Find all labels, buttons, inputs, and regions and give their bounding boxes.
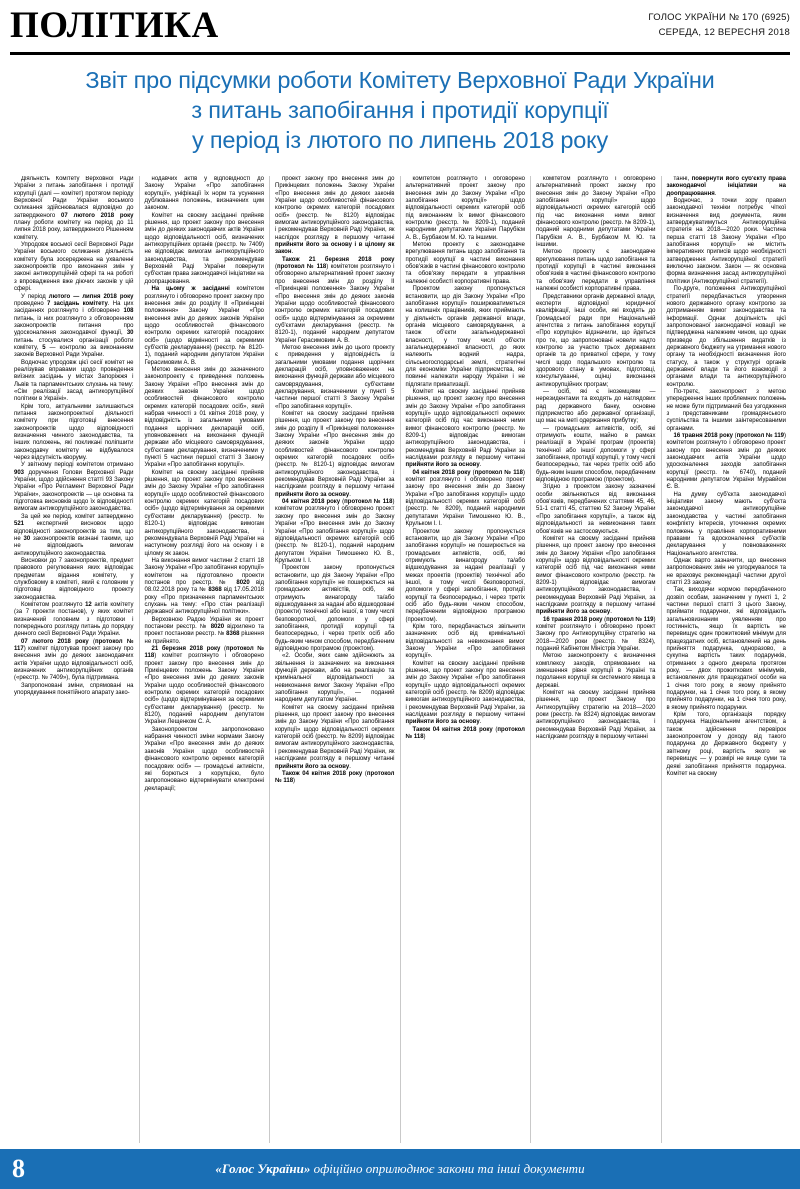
text-column-1 [9,176,139,1143]
paragraph: Представники органів державної влади, експерти відповідної юридичної кваліфікації, інші особи, які входять до Громадської ради при Національній агентства з питань запобігання корупції «Про корупцію» відзначили, що йдеться про те, що запропоновані новели надто контролю за участю трьох державних органів та до приватної сфери, у тому числі щодо подальшого контролю та здорового стану в умовах, підготовці, консультуванні, оцінці виконання антикорупційних програм; [536,293,656,388]
headline-line-2: з питань запобігання і протидії корупції [191,97,609,123]
paragraph: Метою проекту є законодавче врегулювання питань щодо запобігання та протидії корупції в частині виконання обов'язків в частині фінансового контролю та обов'язку передати в управління належні особисті корпоративні права. [536,249,656,293]
masthead [10,6,790,55]
paragraph: На цьому ж засіданні комітетом розглянуто і обговорено проект закону про внесення змін до розділу II «Прикінцеві положення» Закону України «Про внесення змін до деяких законів України щодо особливостей фінансового контролю окремих категорій посадових осіб» (щодо відмінності за окремими суб'єктів декларування) (реєстр. № 8120-1), поданий народним депутатом України Герасимовим А. В. [144,286,265,366]
paragraph: Проектом закону пропонується встановити, що дія Закону України «Про запобігання корупції» поширюватиметься на колишніх працівників, яких приймають у діяльність органів державної влади, органів місцевого самоврядування, а також об'єкти загальнодержавної власності, у тому числі об'єкти загальнодержавної власності, до яких належить водний надра, сільськогосподарські землі, стратегічні для економіки України підприємства, які повинні належати народу України і не підлягати приватизації. [405,286,525,388]
article-body [9,176,791,1143]
paragraph: Водночас упродовж цієї сесії комітет не реалізував вправами щодо проведення виїзних засідань у містах Запоріжжя і Львів та парламентських слухань на тему: «Сім реалізації засад антикорупційної політики в Україні». [14,359,134,403]
newspaper-page [0,6,800,1189]
paragraph: Водночас, з точки зору правил законодавчої техніки потребує чіткої визначення вид документа, яким затверджуватимуться Антикорупційна стратегія на 2018—2020 роки. Частина перша статті 18 Закону України «Про запобігання корупції» не містить імперативних приписів щодо необхідності затвердження Антикорупційної стратегії виключно законом. Закон — як основна форма визначення засад антикорупційної політики (Антикорупційної стратегії). [666,198,786,285]
paragraph: Запропоновані зміни, спрямовані на упорядкування понятійного апарату зако- [14,682,134,697]
paragraph: Метою внесення змін до цього проекту є приведення у відповідність із загальними умовами подання щорічних декларацій осіб, уповноважених на виконання функцій держави або місцевого самоврядування, суб'єктами декларування, визначеними у пункті 5 частини першої статті 3 Закону України «Про запобігання корупції». [275,344,395,410]
footer-notice-text: офіційно оприлюднює закони та інші документи [310,1161,585,1176]
paragraph: Так, виходячи нормою передбаченого дозвіл особам, зазначеним у пункті 1, 2 частини першої статті 3 цього Закону, приймати подарунки, які відповідають загальновизнаним уявленням про гостинність, якщо їх вартість не перевищує один прожитковий мінімум для працездатних осіб, встановлений на день прийняття подарунка, одноразово, а сукупна вартість таких подарунків, отриманих з одного джерела протягом року, — двох прожиткових мінімумів, встановлених для працездатної особи на 1 січня того року, в якому прийнято подарунки, на 1 січня того року, в якому прийнято подарунки, на 1 січня того року, в якому прийнято подарунки. [666,587,786,711]
text-column-3 [269,176,400,1143]
paragraph: Проектом закону пропонується встановити, що дія Закону України «Про запобігання корупції» не поширюється на громадських активістів, осіб, які отримують винагороду та/або відшкодування за надані або відшкодовані (проекти) технічної або іншої, в тому числі безповоротної, допомоги у сфері запобігання, протидії корупції та безпосередньо, і через третіх осіб або будь-яким чином способом, передбаченим відповідною програмою (проектом). [275,565,395,652]
paragraph: Метою проекту є законодавче врегулювання питань щодо запобігання та протидії корупції в частині виконання обов'язків в частині фінансового контролю та обов'язку передати в управління належні особисті корпоративні права. [405,242,525,285]
paragraph: По-друге, положення Антикорупційної стратегії передбачається утворення нового державного органу контролю за дотриманням вимог законодавства та інформації. Однак доцільність цієї запропонованої законодавчої новації не підтверджена належним чином, що однак призведе до збільшення видатків із державного бюджету на утримання нового органу та необхідності визначення його статусу, а також у структурі органів державної влади та його взаємодії з органами влади та антикорупційного контролю. [666,286,786,388]
publication-date: СЕРЕДА, 12 ВЕРЕСНЯ 2018 [658,27,790,38]
paragraph: 21 березня 2018 року (протокол № 118) комітет розглянуто і обговорено проект закону про внесення змін до Прикінцевих положень Закону України «Про внесення змін до деяких законів України щодо особливостей фінансового контролю окремих категорій посадових осіб» (щодо відтермінування за окремими суб'єктами декларування) (реєстр. № 8120), поданий народним депутатом України Лещенком С. А. [144,646,264,726]
paragraph: Комітет на своєму засіданні прийняв рішення, що проект закону про внесення змін до Закону України «Про запобігання корупції» щодо відповідальності окремих категорій осіб під час виконання ними вимог фінансового контролю (реєстр. № 8209-1) відповідає вимогам антикорупційного законодавства, і рекомендував Верховній Раді України за наслідками розгляду в першому читанні прийняти його за основу. [405,388,525,469]
paragraph: Метою внесення змін до зазначеного законопроекту є приведення положень Закону України «Про внесення змін до деяких законів України щодо особливостей фінансового контролю окремих категорій посадових осіб», який набрав чинності з 01 квітня 2018 року, у відповідність із загальними умовами подання щорічних декларацій осіб, уповноважених на виконання функцій держави або місцевого самоврядування, суб'єктами декларування, визначеними у пункті 5 частини першої статті 3 Закону України «Про запобігання корупції». [144,366,264,469]
paragraph: Комітет на своєму засіданні прийняв рішення, що проект закону про внесення змін до Закону України «Про запобігання корупції» щодо особливостей фінансового контролю окремих категорій посадових осіб» (щодо відтермінування за окремими суб'єктами декларування) (реєстр. № 8120-1) відповідає вимогам антикорупційного законодавства, і рекомендувала Верховній Раді України на наступному розгляді його на основу і в цілому як закон. [144,469,264,557]
text-column-6 [661,176,792,1143]
paragraph: комітетом розглянуто і обговорено альтернативний проект закону про внесення змін до Закону України «Про запобігання корупції» щодо відповідальності окремих категорій осіб під час виконання ними вимог фінансового контролю (реєстр. № 8209-1), поданий народними депутатами України Парубієм А. В., Бурбаком М. Ю. та іншими. [536,176,656,249]
paragraph: Упродовж восьмої сесії Верховної Ради України восьмого скликання діяльність комітету була зосереджена на ухваленні законопроектів про виконання змін у законі антикорупційній сфері та на роботі з впровадження вже діючих законів у цій сфері. [14,242,134,293]
paragraph: За цей же період, комітет затверджено 521 експертний висновок щодо відповідності законопроектів за тим, що не 30 законопроектів визнані такими, що не відповідають вимогам антикорупційного законодавства. [14,513,134,557]
paragraph: Комітет на своєму засіданні прийняв рішення, що проект закону про внесення змін до Закону України «Про запобігання корупції» щодо відповідальності окремих категорій осіб (реєстр. № 8209) відповідає вимогам антикорупційного законодавства, і рекомендував Верховній Раді України, за наслідками розгляду в першому читанні прийняти його за основу. [405,660,525,726]
paragraph: «2. Особи, яких саме здійснюють за звільнення із зазначених на виконання функцій держави, або на реалізацію та кримінальної відповідальності за невиконання вимог Закону України «Про запобігання корупції», — поданий народним депутатом України. [275,653,395,704]
paragraph: 16 травня 2018 року (протокол № 119) комітетом розглянуто і обговорено проект закону про внесення змін до деяких законодавчих актів України щодо удосконалення заходів запобігання корупції (реєстр. № 6740), поданий народними депутатом України Муравйом Є. В. [666,433,786,491]
text-column-5 [530,176,661,1143]
article-headline [14,65,786,155]
text-column-4 [400,176,531,1143]
paragraph: Висновки до 7 законопроектів, предмет правового регулювання яких відповідає предметам відання комітету, у службовому в комітеті, який є головним у підготовці відповідного проекту законодавства. [14,557,134,601]
paragraph: Комітетом розглянуто 12 актів комітету (за 7 проекти постанов), у яких комітет визначений головним з підготовки і попереднього розгляду питань до порядку денного сесії Верховної Ради України. [14,601,134,638]
text-column-2 [139,176,270,1143]
paragraph: Крім того, актуальними залишаються питання законопроектної діяльності комітету при підготовці внесення законопроектів щодо відповідності визначення чинного законодавства, та інших положень, які покликані поліпшити законодавчу комітету не відбувалося через відсутність кворуму. [14,403,134,462]
paragraph: У звітному періоді комітетом отримано 903 доручення Голови Верховної Ради України, щодо здійснення статті 93 Закону України «Про Регламент Верховної Ради України», законопроектів — це основна та підготовка висновків щодо їх відповідності вимогам антикорупційного законодавства. [14,462,134,513]
paragraph: Комітет на своєму засіданні прийняв рішення, що проект закону про внесення змін до Закону України «Про запобігання корупції» щодо відповідальності окремих категорій осіб під час виконання ними вимог фінансового контролю (реєстр. № 8209-1) відповідає вимогам антикорупційного законодавства, і рекомендував Верховній Раді України, за наслідками розгляду в першому читанні прийняти його за основу. [536,535,656,616]
paragraph: Однак варто зазначити, що внесення запропонованих змін не узгоджувалося та не враховує рекомендації частини другої статті 23 закону. [666,557,786,586]
paragraph: На виконання вимог частини 2 статті 18 Закону України «Про запобігання корупції» комітетом на підготовлено проекти постанов про реєстр. № 8020 від 08.02.2018 року та № 8368 від 17.05.2018 року «Про призначення парламентських слухань на тему: «Про стан реалізації державної антикорупційної політики». [144,557,265,616]
paragraph: Верховною Радою України як проект постанови реєстр. № 8020 відхилено та проект постанови реєстр. № 8368 рішення не прийнято. [144,616,264,645]
paragraph: По-третє, законопроект з метою упередження інших проблемних положень не може бути підтриманий без узгодження з представниками громадянського суспільства та іншими заінтересованими органами. [666,388,786,432]
paragraph: 07 лютого 2018 року (протокол № 117) комітет підготував проект закону про внесення змін до деяких законодавчих актів України щодо відповідальності осіб, визначених антикорупційних органів («реєстр. № 7409»), була підтримана. [14,638,134,682]
publication-info [648,10,790,40]
paragraph: Згідно з проектом закону зазначені особи звільняються від виконання обов'язків, передбачених статтями 45, 46, 51-1 статті 45, статтею 52 Закону України «Про запобігання корупції», а також від відповідальності за невиконання таких обов'язків не застосовуються. [536,484,656,535]
footer-paper-name: «Голос України» [215,1161,311,1176]
paragraph: Проектом закону пропонується встановити, що дія Закону України «Про запобігання корупції» не поширюється на громадських активістів, осіб, які отримують винагороду та/або відшкодування за надані реалізації у межах проектів (проектів) технічної або іншої, в тому числі безповоротної, допомоги у сфері запобігання, протидії корупції та безпосередньо, і через третіх осіб або будь-яким чином способом, передбаченим відповідною програмою (проектом). [405,528,525,623]
headline-line-1: Звіт про підсумки роботи Комітету Верховної Ради України [85,67,715,93]
paragraph: Законопроектом запропоновано набрання чинності зміни нормами Закону України «Про внесення змін до деяких законів України щодо особливостей фінансового контролю окремих категорій посадових осіб» — громадські активісти, які борються з корупцією, було запропоновано відтермінувати електронні декларації; [144,726,264,792]
footer-notice [0,1161,800,1177]
publication-name-issue: ГОЛОС УКРАЇНИ № 170 (6925) [648,12,790,23]
paragraph: Комітет на своєму засіданні прийняв рішення, що проект Закону про Антикорупційну стратегію на 2018—2020 роки (реєстр. № 8324) відповідає вимогам антикорупційного законодавства, і рекомендував Верховній Раді України, за наслідками розгляду в першому читанні [536,690,656,741]
paragraph: танні, повернути його суб'єкту права законодавчої ініціативи на доопрацювання. [666,176,786,197]
paragraph: 16 травня 2018 року (протокол № 119) комітет розглянуто і обговорено проект Закону про Антикорупційну стратегію на 2018—2020 роки (реєстр. № 8324), поданий Кабінетом Міністрів України. [536,616,656,652]
paragraph: У період лютого — липня 2018 року проведено 7 засідань комітету. На цих засіданнях розглянуто і обговорено 108 питань, із них розглянуто з обговоренням законопроектів питання про удосконалення законодавчої функції, 30 питань стосувалися організації роботи комітету, 5 — контролю за виконанням законів Верховної Ради України. [14,293,134,359]
paragraph: На думку суб'єкта законодавчої ініціативи закону мають суб'єкта законодавчої антикорупційне законодавства у частині запобігання конфлікту інтересів, уточнення окремих положень у правління корпоративними правами та вдосконалення суб'єктів декларування у повноваженнях Національного агентства. [666,491,786,557]
paragraph: Також 04 квітня 2018 року (протокол № 118) [405,726,525,741]
page-number: 8 [12,1154,25,1183]
paragraph: 04 квітня 2018 року (протокол № 118) комітет розглянуто і обговорено проект закону про внесення змін до Закону України «Про запобігання корупції» щодо відповідальності окремих категорій осіб (реєстр. № 8209), поданий народними депутатами України Тимошенко Ю. В., Крульком І. І. [405,469,525,528]
paragraph: Комітет на своєму засіданні прийняв рішення, що проект закону про внесення змін до деяких законодавчих актів України щодо відповідальності осіб, визначених антикорупційних органів (реєстр. № 7409) не відповідає вимогам антикорупційного законодавства, та рекомендував Верховній Раді України повернути суб'єктам права законодавчої ініціативи на доопрацювання. [144,212,264,285]
paragraph: Діяльність Комітету Верховної Ради України з питань запобігання і протидії корупції (далі — комітет) протягом періоду Верховної Ради України восьмого скликання здійснювалася відповідно до затвердженого 07 лютого 2018 року плану роботи комітету на період до 11 липня 2018 року, затвердженого Рішенням комітету. [14,176,134,241]
paragraph: Комітет на своєму засіданні прийняв рішення, що проект закону про внесення змін до розділу II «Прикінцеві положення» Закону України «Про внесення змін до деяких законів України щодо особливостей фінансового контролю окремих категорій посадових осіб» (реєстр. № 8120-1) відповідає вимогам антикорупційного законодавства, і рекомендував Верховній Раді України за наслідками розгляду в першому читанні прийняти його за основу. [275,411,395,498]
paragraph: Також 04 квітня 2018 року (протокол № 118) [275,770,395,785]
paragraph: — осіб, які є іноземцями — нерезидентами та входять до наглядових рад державного банку, основне підприємство або державної організації, що має на меті одержання прибутку; [536,388,656,425]
paragraph: Крім того, передбачається звільнити зазначених осіб від кримінальної відповідальності за невиконання вимог Закону України «Про запобігання корупції». [405,623,525,660]
paragraph: комітетом розглянуто і обговорено альтернативний проект закону про внесення змін до Закону України «Про запобігання корупції» щодо відповідальності окремих категорій осіб під виконанням їх вимог фінансового контролю (реєстр. № 8209-1), поданий народними депутатами України Парубієм А. В., Бурбаком М. Ю. та іншими. [405,176,525,241]
paragraph: Метою законопроекту є визначення комплексу заходів, спрямованих на зменшення рівня корупції в Україні та подолання корупції як системного явища в державі. [536,653,656,689]
section-title: ПОЛІТИКА [10,5,219,46]
headline-line-3: у період із лютого по липень 2018 року [191,127,609,153]
paragraph: нодавчих актів у відповідності до Закону України «Про запобігання корупції», уніфікації їх норм та усунення дублювання положень, визначених цим законом. [144,176,264,212]
paragraph: 04 квітня 2018 року (протокол № 118) комітетом розглянуто і обговорено проект закону про внесення змін до Закону України «Про внесення змін до Закону України «Про запобігання корупції» щодо відповідальності окремих категорій осіб (реєстр. № 8120-1), поданий народним депутатом України Тимошенко Ю. В., Крульком І. І. [275,499,395,564]
paragraph: проект закону про внесення змін до Прикінцевих положень Закону України «Про внесення змін до деяких законів України щодо особливостей фінансового контролю окремих категорій посадових осіб» (реєстр. № 8120) відповідає вимогам антикорупційного законодавства, і рекомендував Верховній Раді України, як наслідок розгляду в першому читанні прийняти його за основу і в цілому як закон. [275,176,395,256]
paragraph: Крім того, організація порядку подарунка Національним агентством, а також здійснення перевірок законопроектом у доходу від такого подарунка до Державного бюджету у звітному році, вартість якого не перевищує — у розмірі не вище суми та деякі запобігання прийняття подарунка. Комітет на своєму [666,712,786,777]
paragraph: Комітет на своєму засіданні прийняв рішення, що проект закону про внесення змін до Закону України «Про запобігання корупції» щодо відповідальності окремих категорій осіб (реєстр. № 8209) відповідає вимогам антикорупційного законодавства, і рекомендував Верховній Раді України, як наслідками розгляду в першому читанні прийняти його за основу. [275,704,395,770]
page-footer [0,1149,800,1189]
paragraph: — громадських активістів, осіб, які отримують кошти, майно в рамках реалізації в Україні програм (проектів) технічної або іншої допомоги у сфері запобігання, протидії корупції, у тому числі безпосередньо, так через третіх осіб або будь-яким іншим способом, передбаченим відповідною програмою (проектом). [536,425,656,484]
paragraph: Також 21 березня 2018 року (протокол № 118) комітетом розглянуто і обговорено альтернативний проект закону про внесення змін до розділу II «Прикінцеві положення» Закону України «Про внесення змін до деяких законів України щодо особливостей фінансового контролю окремих категорій посадових осіб» щодо відтермінування за окремими суб'єктами декларування (реєстр. № 8120-1), поданий народним депутатом України Герасимовим А. В. [275,256,395,344]
